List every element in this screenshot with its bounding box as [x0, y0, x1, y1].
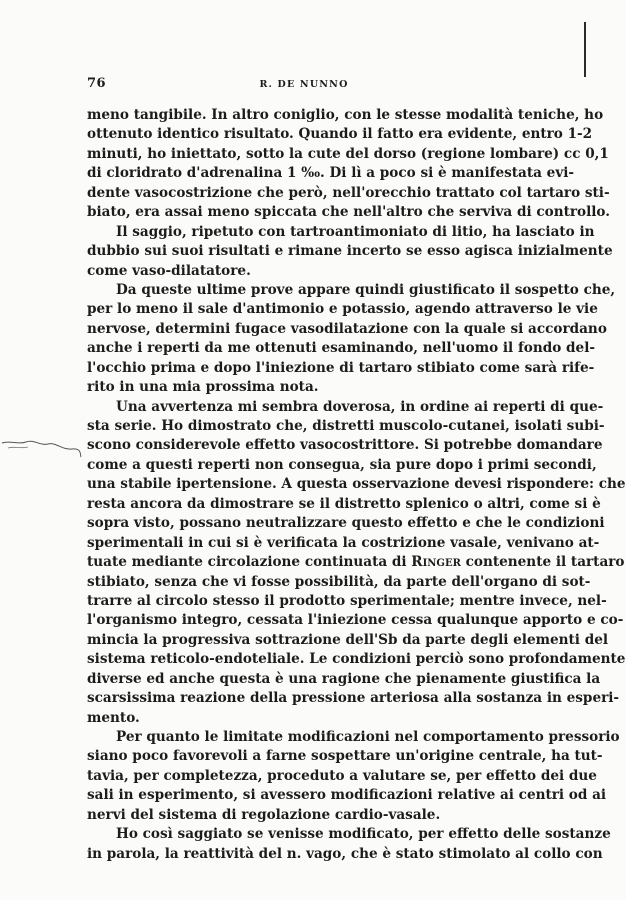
text-line: sistema reticolo-endoteliale. Le condizioni perciò sono profondamente: [87, 651, 626, 668]
text-line-ringer: [87, 553, 625, 572]
paragraph-start: Il saggio, ripetuto con tartroantimoniato di litio, ha lasciato in: [116, 223, 595, 240]
text-line: biato, era assai meno spiccata che nell'altro che serviva di controllo.: [87, 204, 610, 221]
text-line: sta serie. Ho dimostrato che, distretti muscolo-cutanei, isolati subi-: [87, 418, 605, 434]
text-line: per lo meno il sale d'antimonio e potassio, agendo attraverso le vie: [87, 301, 598, 318]
text-line: di cloridrato d'adrenalina 1 ‰. Di lì a poco si è manifestata evi-: [87, 165, 575, 182]
text-line: l'organismo integro, cessata l'iniezione cessa qualunque apporto e co-: [87, 612, 624, 629]
page-edge-mark: [584, 22, 586, 77]
text-line: anche i reperti da me ottenuti esaminando, nell'uomo il fondo del-: [87, 340, 596, 357]
paragraph-start: Da queste ultime prove appare quindi giustificato il sospetto che,: [116, 281, 616, 298]
paragraph-start: Ho così saggiato se venisse modificato, per effetto delle sostanze: [116, 826, 611, 843]
body-text: [87, 106, 626, 864]
text-line: sali in esperimento, si avessero modificazioni relative ai centri od ai: [87, 787, 607, 804]
paragraph-end: rito in una mia prossima nota.: [87, 379, 319, 396]
running-head-author: R. DE NUNNO: [259, 79, 349, 90]
text-line: dente vasocostrizione che però, nell'orecchio trattato col tartaro sti-: [87, 184, 610, 201]
text-line: sperimentali in cui si è verificata la costrizione vasale, venivano at-: [87, 534, 600, 551]
text-line: una stabile ipertensione. A questa osservazione devesi rispondere: che: [87, 476, 626, 493]
text-line: minuti, ho iniettato, sotto la cute del dorso (regione lombare) cc 0,1: [87, 145, 609, 162]
paragraph-end: mento.: [87, 709, 140, 726]
paragraph-start: Per quanto le limitate modificazioni nel comportamento pressorio: [116, 729, 620, 745]
text-line: meno tangibile. In altro coniglio, con le stesse modalità teniche, ho: [87, 107, 604, 123]
text-line: come a questi reperti non consegua, sia pure dopo i primi secondi,: [87, 456, 597, 473]
text-line: in parola, la reattività del n. vago, che è stato stimolato al collo con: [87, 845, 603, 862]
text-line: ottenuto identico risultato. Quando il fatto era evidente, entro 1-2: [87, 126, 593, 143]
text-line: sopra visto, possano neutralizzare questo effetto e che le condizioni: [87, 515, 605, 532]
text-line: siano poco favorevoli a farne sospettare un'origine centrale, ha tut-: [87, 748, 603, 765]
text-line: scono considerevole effetto vasocostrittore. Si potrebbe domandare: [87, 437, 603, 454]
paragraph-end: nervi del sistema di regolazione cardio-vasale.: [87, 806, 441, 823]
text-line: trarre al circolo stesso il prodotto sperimentale; mentre invece, nel-: [87, 592, 607, 609]
page-number: 76: [87, 76, 107, 91]
paragraph-end: come vaso-dilatatore.: [87, 262, 251, 279]
line-text: tuate mediante circolazione continuata di: [87, 554, 412, 571]
text-line: nervose, determini fugace vasodilatazione con la quale si accordano: [87, 320, 607, 337]
text-line: resta ancora da dimostrare se il distretto splenico o altri, come si è: [87, 495, 601, 512]
margin-pencil-mark: [0, 437, 82, 461]
line-text: contenente il tartaro: [460, 554, 625, 571]
paragraph-start: Una avvertenza mi sembra doverosa, in ordine ai reperti di que-: [116, 398, 604, 415]
text-line: diverse ed anche questa è una ragione che pienamente giustifica la: [87, 670, 601, 687]
text-line: stibiato, senza che vi fosse possibilità, da parte dell'organo di sot-: [87, 573, 591, 590]
text-line: tavia, per completezza, proceduto a valutare se, per effetto dei due: [87, 767, 597, 784]
author-name-ringer: Ringer: [411, 554, 461, 571]
text-line: scarsissima reazione della pressione arteriosa alla sostanza in esperi-: [87, 690, 620, 707]
text-line: dubbio sui suoi risultati e rimane incerto se esso agisca inizialmente: [87, 243, 613, 260]
text-line: l'occhio prima e dopo l'iniezione di tartaro stibiato come sarà rife-: [87, 359, 595, 376]
text-line: mincia la progressiva sottrazione dell'Sb da parte degli elementi del: [87, 631, 609, 648]
